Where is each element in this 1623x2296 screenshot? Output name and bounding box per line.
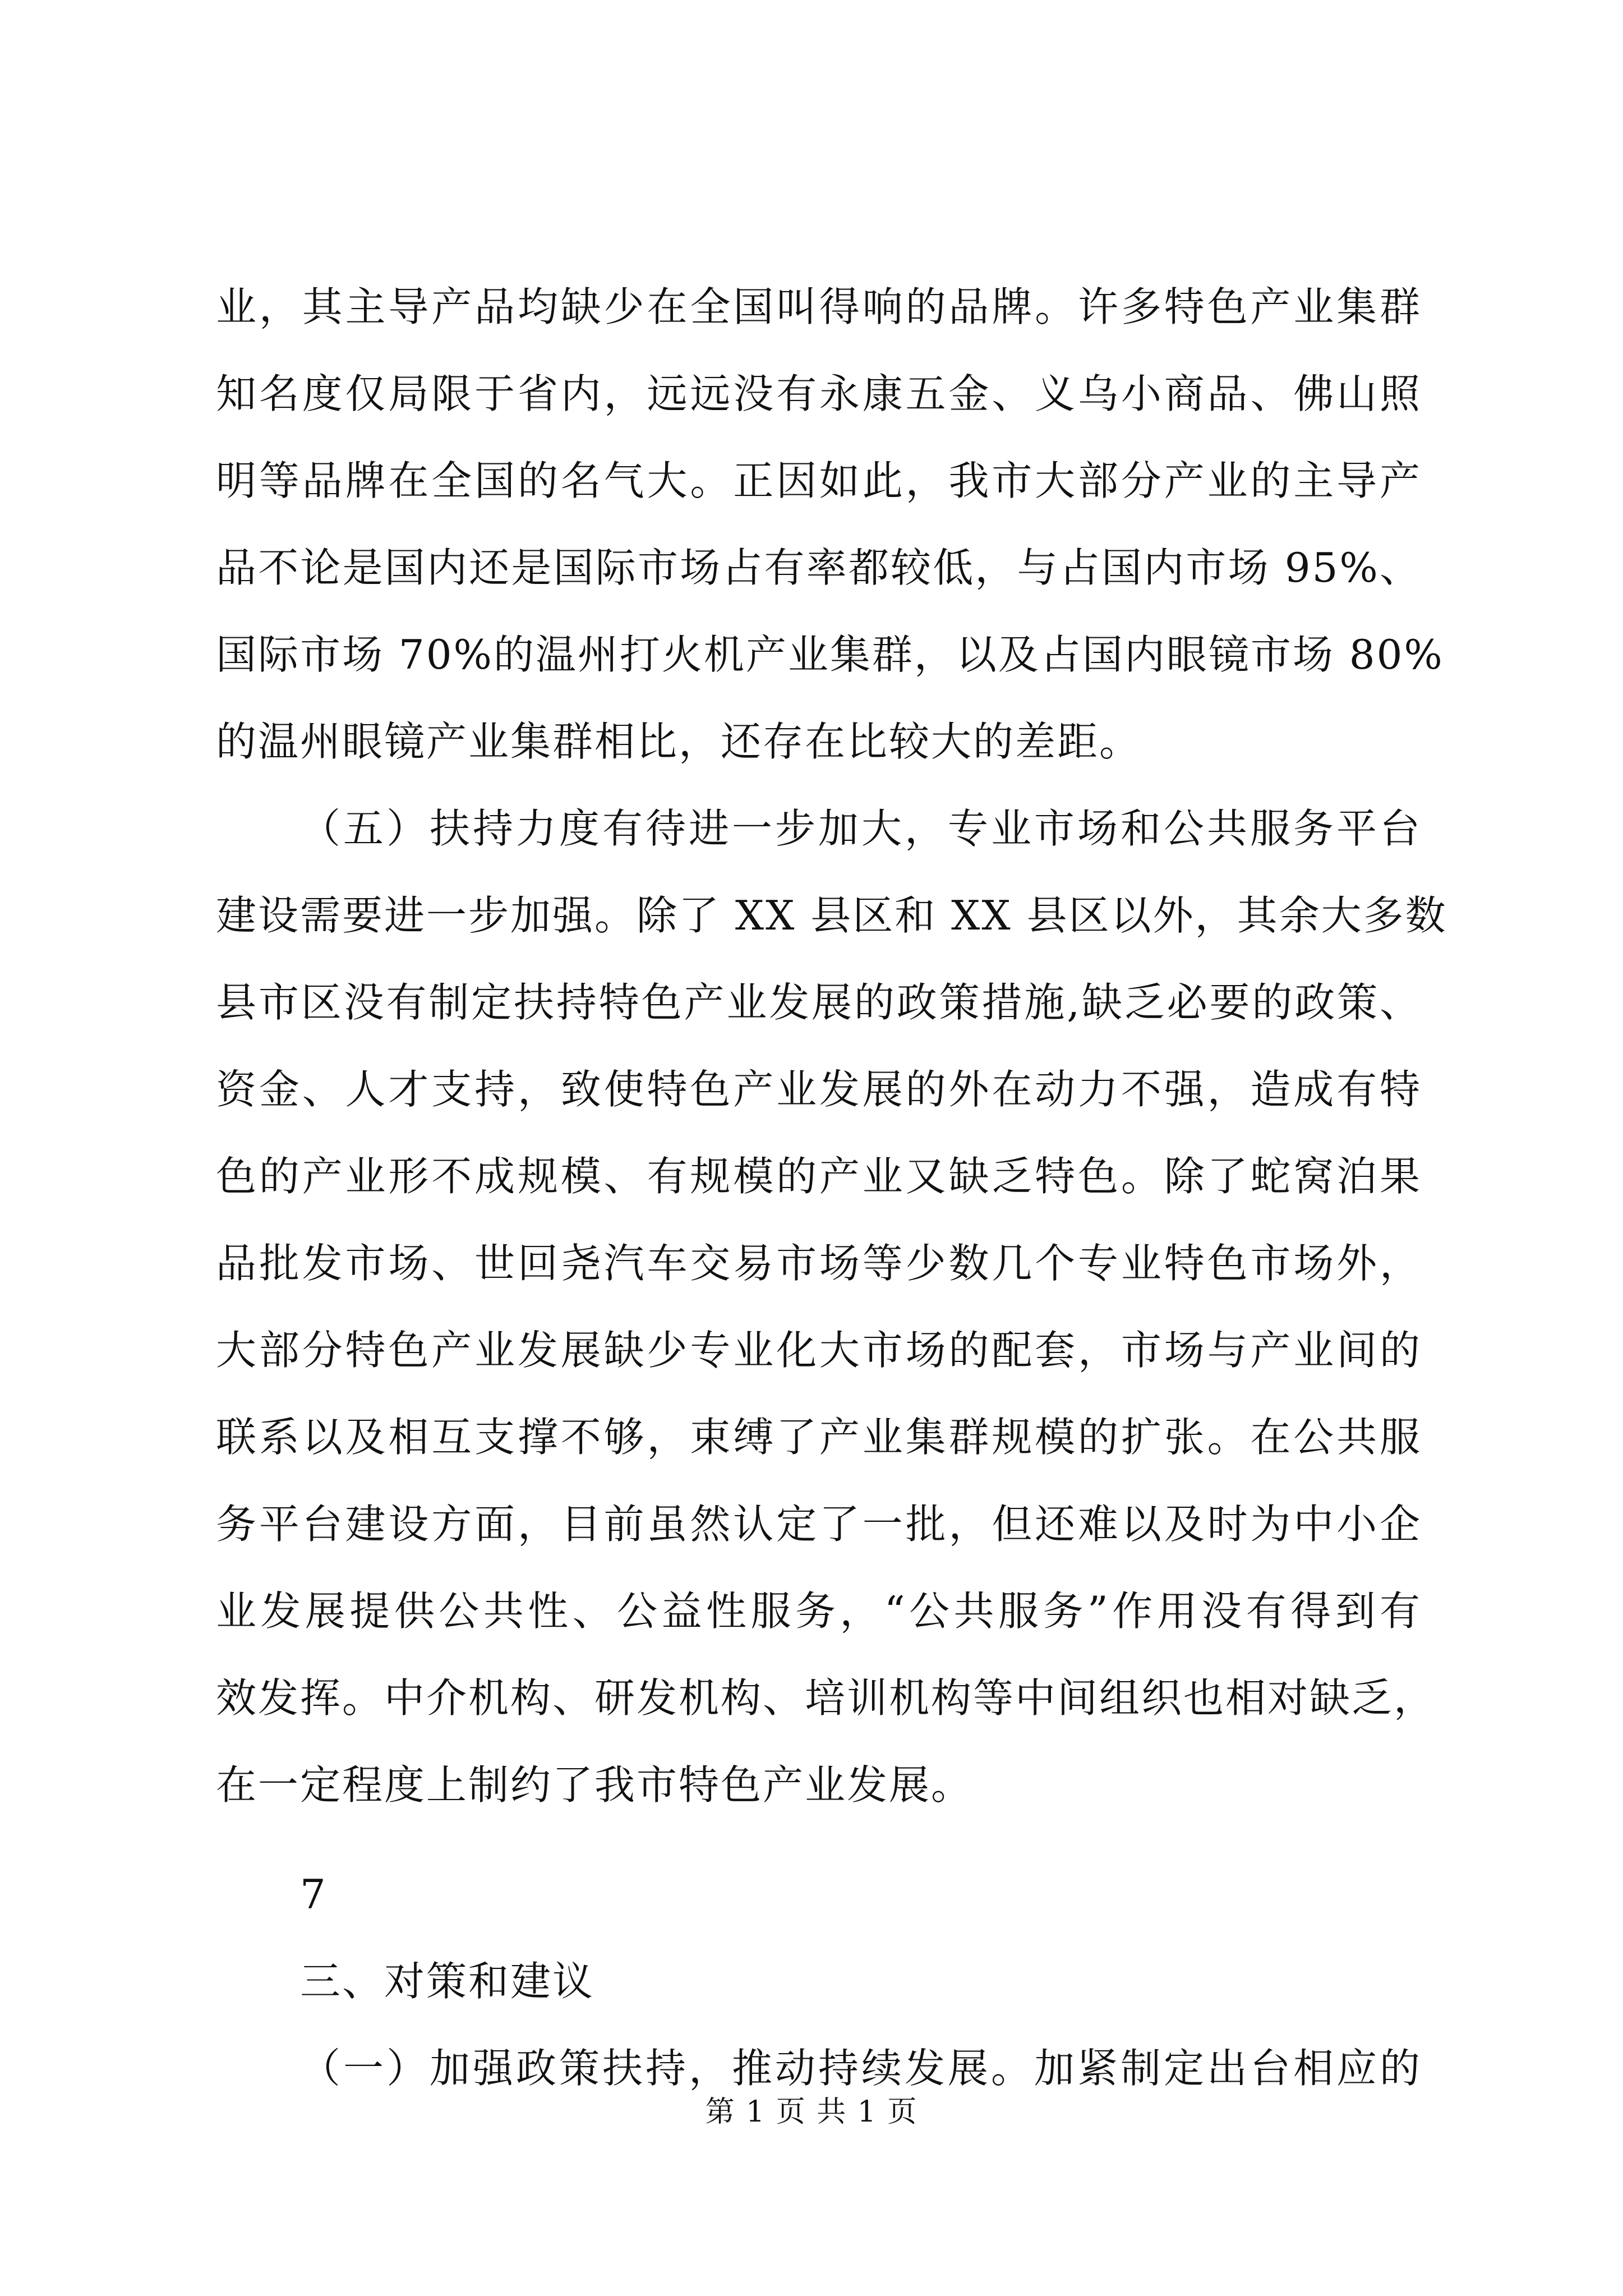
paragraph-line: 知名度仅局限于省内，远远没有永康五金、义乌小商品、佛山照 xyxy=(216,370,1422,417)
paragraph-line: 资金、人才支持，致使特色产业发展的外在动力不强，造成有特 xyxy=(216,1066,1422,1113)
paragraph-line: 大部分特色产业发展缺少专业化大市场的配套，市场与产业间的 xyxy=(216,1327,1422,1374)
inline-page-marker: 7 xyxy=(300,1871,328,1918)
paragraph-line: 明等品牌在全国的名气大。正因如此，我市大部分产业的主导产 xyxy=(216,457,1422,504)
paragraph-line: 业发展提供公共性、公益性服务，“公共服务”作用没有得到有 xyxy=(216,1588,1422,1635)
paragraph-line: 国际市场 70%的温州打火机产业集群，以及占国内眼镜市场 80% xyxy=(216,631,1444,678)
document-body xyxy=(216,264,1447,2112)
paragraph-line: （五）扶持力度有待进一步加大，专业市场和公共服务平台 xyxy=(300,805,1422,852)
section-heading: 三、对策和建议 xyxy=(300,1958,595,2005)
page-number-footer: 第 1 页 共 1 页 xyxy=(705,2095,918,2129)
paragraph-line: 务平台建设方面，目前虽然认定了一批，但还难以及时为中小企 xyxy=(216,1501,1422,1548)
paragraph-line: 建设需要进一步加强。除了 XX 县区和 XX 县区以外，其余大多数 xyxy=(216,892,1447,939)
paragraph-line: 在一定程度上制约了我市特色产业发展。 xyxy=(216,1761,974,1809)
paragraph-line: 效发挥。中介机构、研发机构、培训机构等中间组织也相对缺乏， xyxy=(216,1674,1436,1722)
paragraph-line: 品不论是国内还是国际市场占有率都较低，与占国内市场 95%、 xyxy=(216,544,1422,591)
subsection-line: （一）加强政策扶持，推动持续发展。加紧制定出台相应的 xyxy=(300,2045,1422,2092)
paragraph-line: 品批发市场、世回尧汽车交易市场等少数几个专业特色市场外， xyxy=(216,1240,1422,1287)
paragraph-line: 色的产业形不成规模、有规模的产业又缺乏特色。除了蛇窝泊果 xyxy=(216,1153,1422,1200)
paragraph-line: 联系以及相互支撑不够，束缚了产业集群规模的扩张。在公共服 xyxy=(216,1414,1422,1461)
paragraph-line: 业，其主导产品均缺少在全国叫得响的品牌。许多特色产业集群 xyxy=(216,283,1422,330)
paragraph-line: 县市区没有制定扶持特色产业发展的政策措施,缺乏必要的政策、 xyxy=(216,979,1422,1026)
paragraph-line: 的温州眼镜产业集群相比，还存在比较大的差距。 xyxy=(216,718,1142,765)
